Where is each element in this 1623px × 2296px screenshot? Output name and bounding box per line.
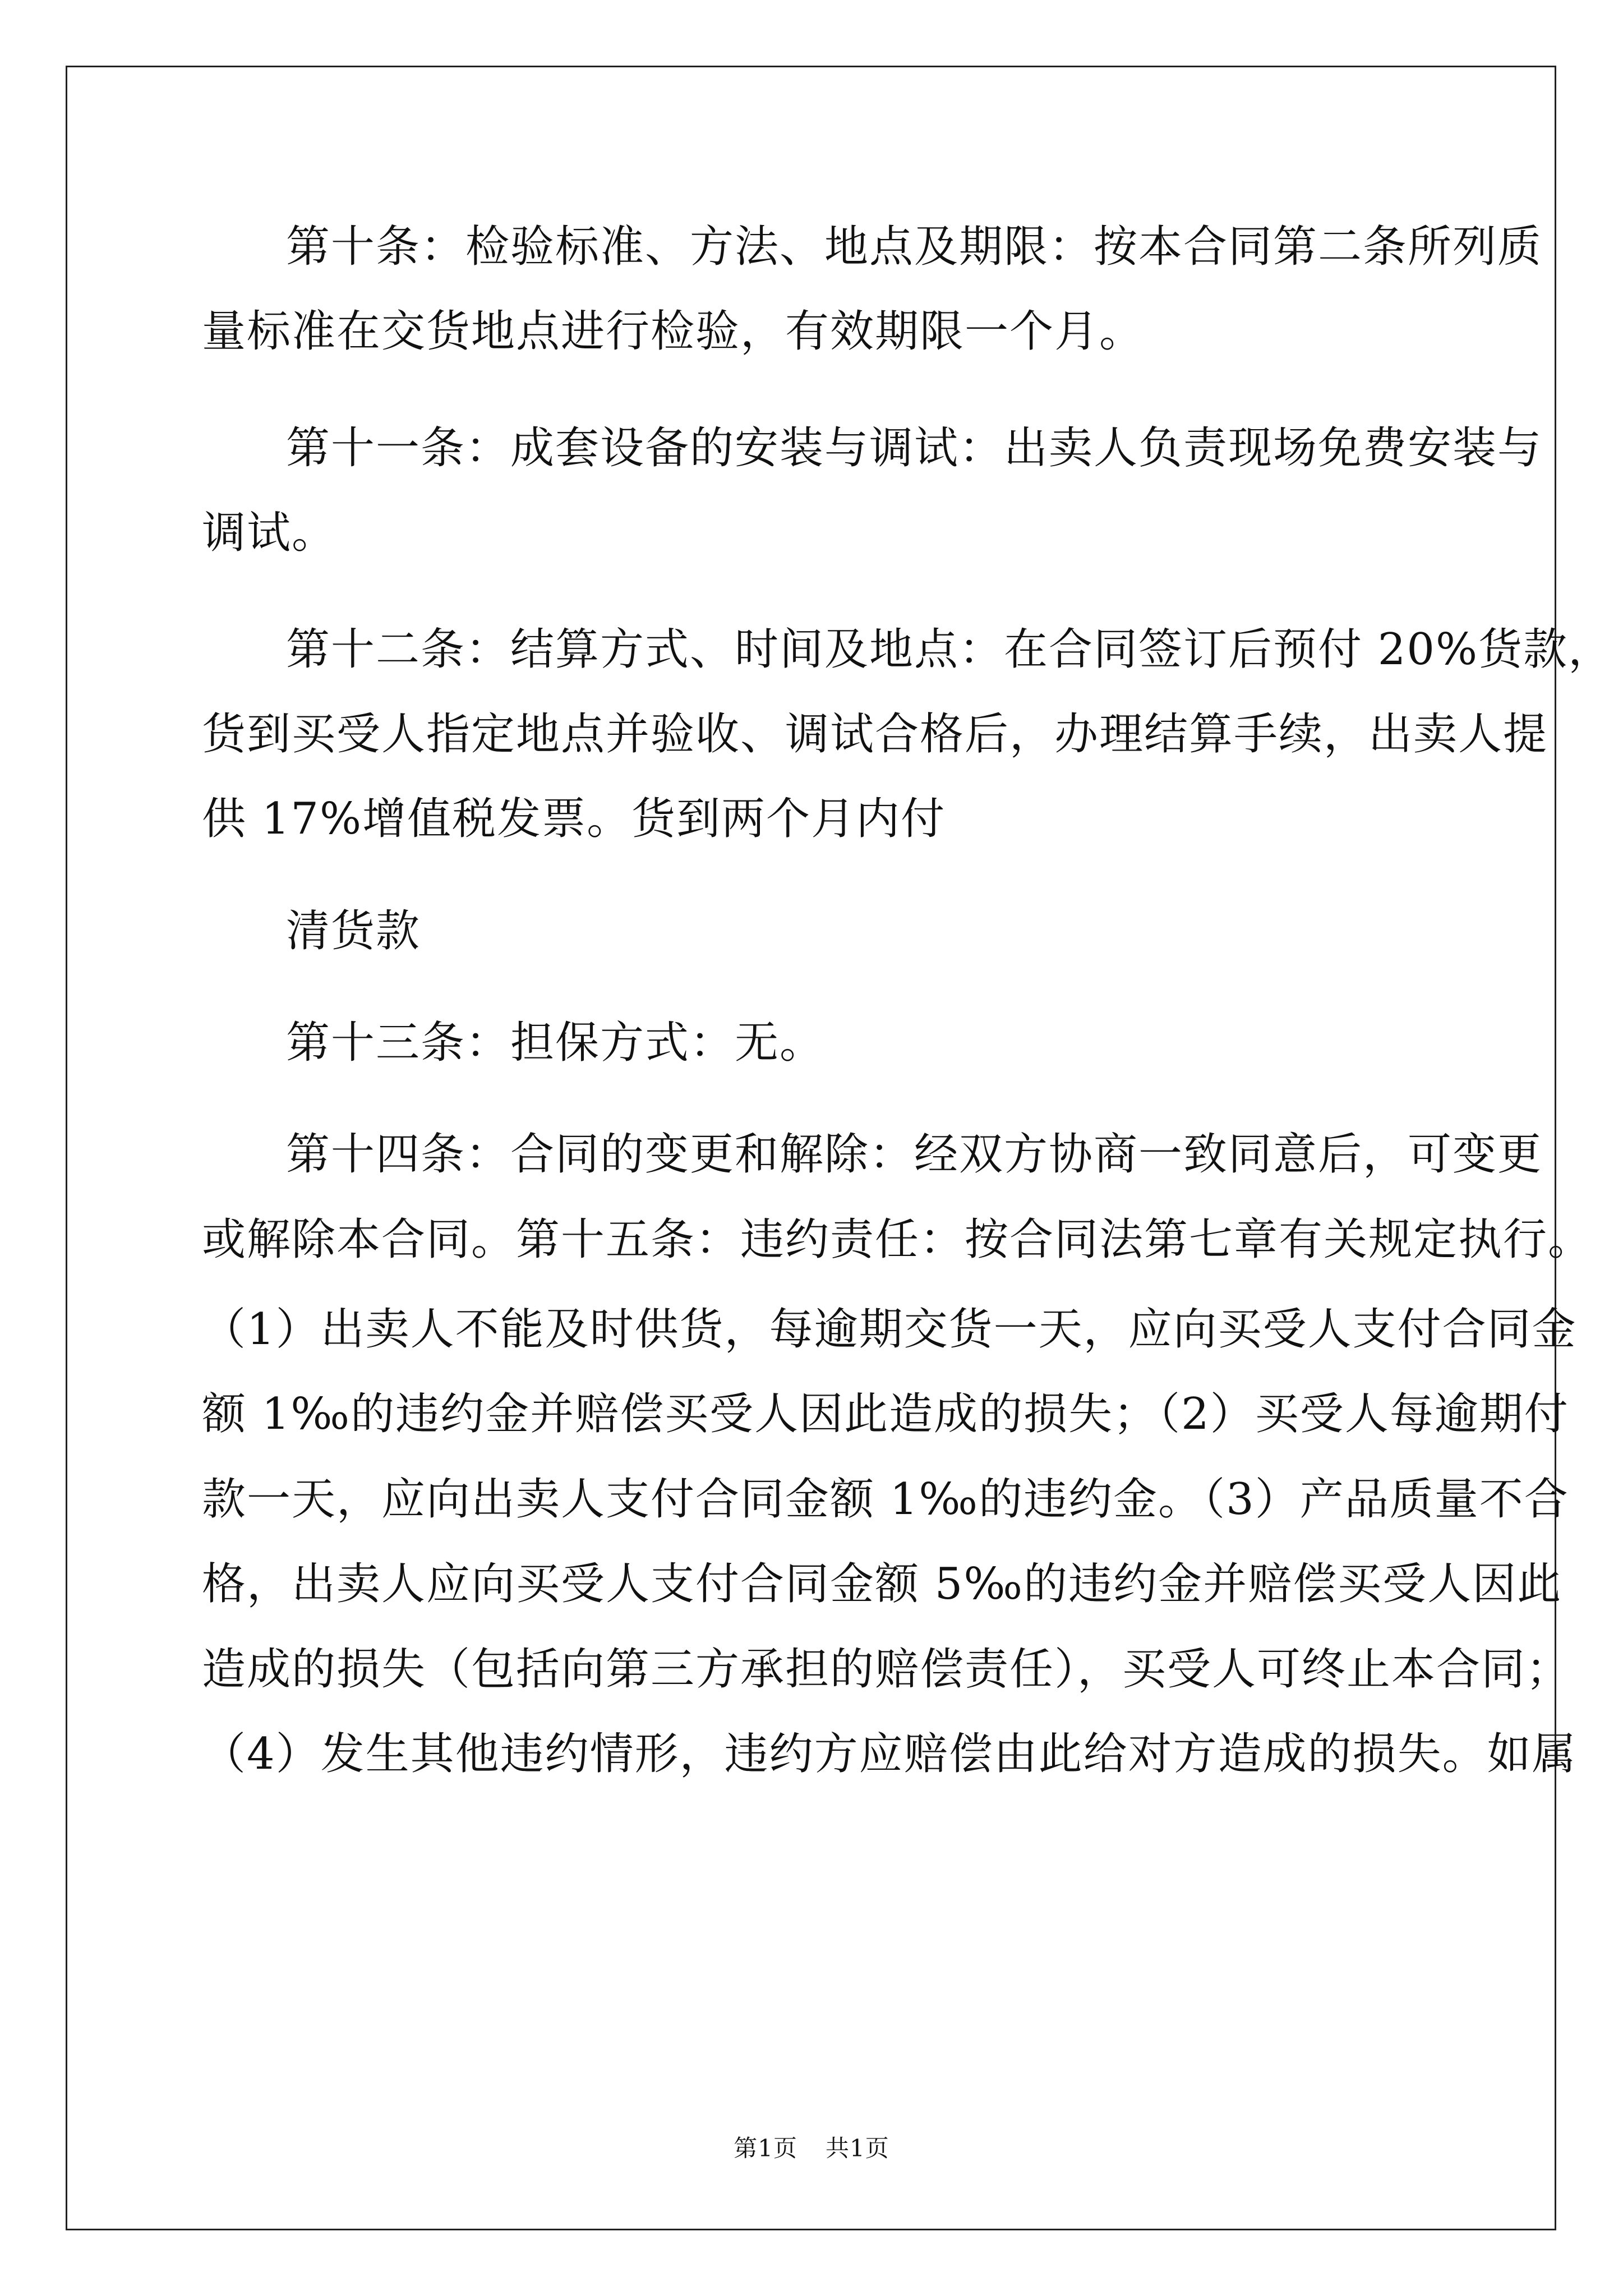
text-line: 清货款: [286, 906, 421, 956]
text-line: 货到买受人指定地点并验收、调试合格后，办理结算手续，出卖人提: [202, 709, 1548, 760]
text-line: 第十二条：结算方式、时间及地点：在合同签订后预付 20%货款，: [286, 624, 1613, 675]
page-number: 第1页: [734, 2134, 797, 2162]
text-line: （1）出卖人不能及时供货，每逾期交货一天，应向买受人支付合同金: [202, 1304, 1577, 1355]
text-line: （4）发生其他违约情形，违约方应赔偿由此给对方造成的损失。如属: [202, 1729, 1577, 1779]
text-line: 量标准在交货地点进行检验，有效期限一个月。: [202, 306, 1145, 357]
page-footer: [0, 2132, 1623, 2165]
text-line: 第十一条：成套设备的安装与调试：出卖人负责现场免费安装与: [286, 423, 1543, 473]
text-line: 供 17%增值税发票。货到两个月内付: [202, 794, 946, 844]
text-line: 第十条：检验标准、方法、地点及期限：按本合同第二条所列质: [286, 222, 1543, 272]
text-line: 或解除本合同。第十五条：违约责任：按合同法第七章有关规定执行。: [202, 1214, 1593, 1265]
text-line: 格，出卖人应向买受人支付合同金额 5‰的违约金并赔偿买受人因此: [202, 1559, 1562, 1609]
text-line: 款一天，应向出卖人支付合同金额 1‰的违约金。（3）产品质量不合: [202, 1474, 1569, 1525]
text-line: 第十四条：合同的变更和解除：经双方协商一致同意后，可变更: [286, 1129, 1543, 1180]
page-total: 共1页: [826, 2134, 889, 2162]
text-line: 第十三条：担保方式：无。: [286, 1018, 825, 1068]
text-line: 造成的损失（包括向第三方承担的赔偿责任），买受人可终止本合同；: [202, 1644, 1571, 1695]
text-line: 额 1‰的违约金并赔偿买受人因此造成的损失；（2）买受人每逾期付: [202, 1389, 1569, 1439]
text-line: 调试。: [202, 508, 337, 558]
